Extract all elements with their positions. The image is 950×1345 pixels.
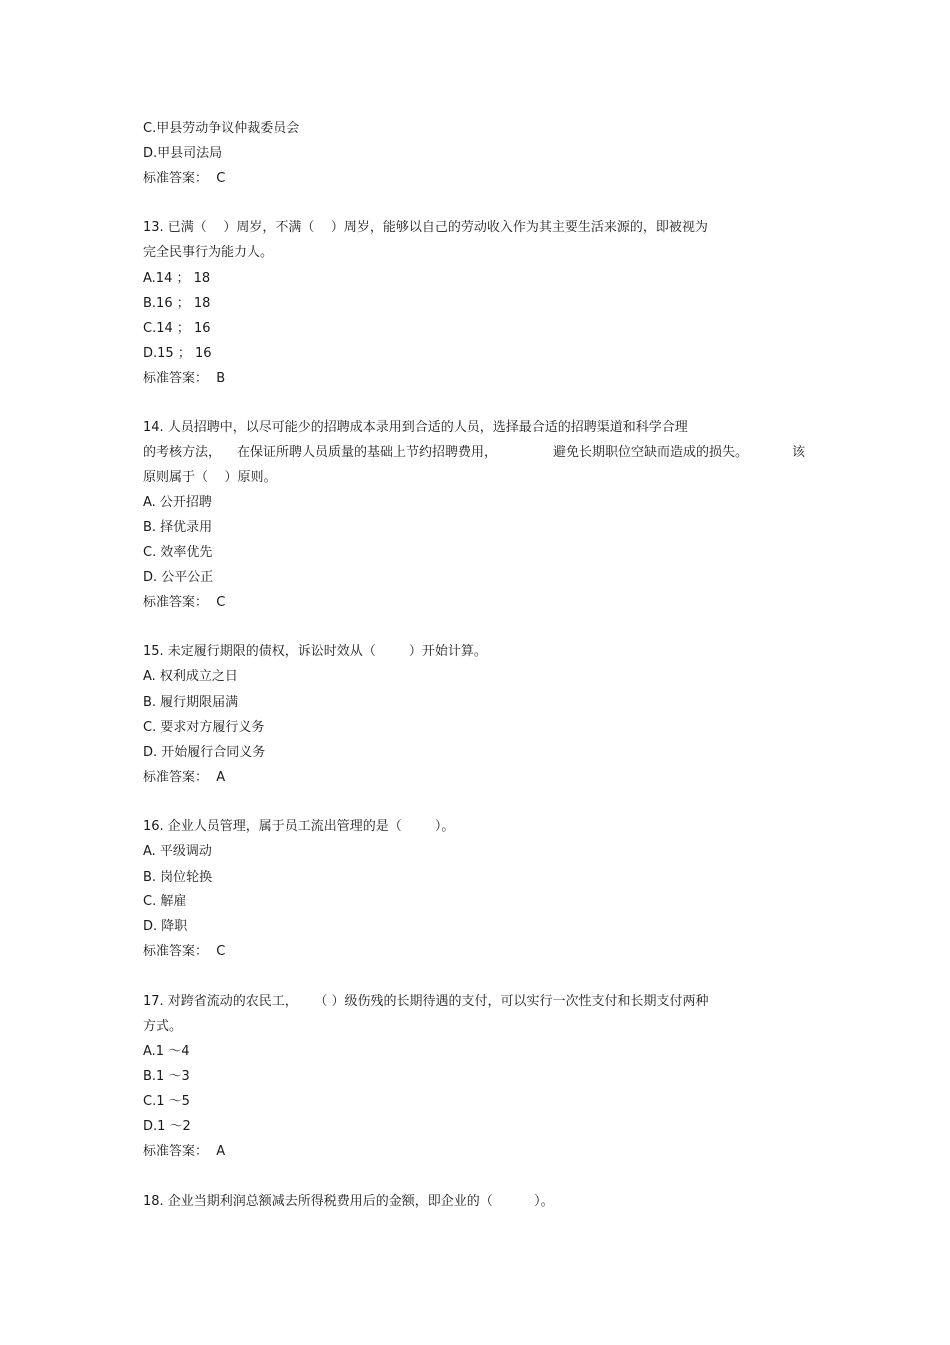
q14-stem-line-1: 14. 人员招聘中，以尽可能少的招聘成本录用到合适的人员，选择最合适的招聘渠道和科学合理 [143, 420, 688, 435]
q13-option-d: D.15 ； 16 [143, 346, 212, 361]
q17-option-d: D.1 ～2 [143, 1119, 191, 1134]
q14-answer: 标准答案： C [143, 595, 226, 610]
q12-option-c: C.甲县劳动争议仲裁委员会 [143, 121, 300, 136]
q15-stem-line-1: 15. 未定履行期限的债权，诉讼时效从（ ）开始计算。 [143, 644, 487, 659]
q16-stem-line-1: 16. 企业人员管理，属于员工流出管理的是（ ）。 [143, 819, 455, 834]
q13-answer: 标准答案： B [143, 371, 226, 386]
q17-option-b: B.1 ～3 [143, 1069, 190, 1084]
q17-option-a: A.1 ～4 [143, 1044, 190, 1059]
q13-option-b: B.16 ； 18 [143, 296, 211, 311]
q14-stem-line-2-part-2: 在保证所聘人员质量的基础上节约招聘费用， [237, 445, 498, 460]
q14-option-b: B. 择优录用 [143, 520, 213, 535]
q14-stem-line-2-part-3: 避免长期职位空缺而造成的损失。 [553, 445, 749, 460]
q13-stem-line-2: 完全民事行为能力人。 [143, 245, 274, 260]
q14-option-a: A. 公开招聘 [143, 495, 212, 510]
q14-stem-line-2-part-1: 的考核方法， [143, 445, 222, 460]
q16-answer: 标准答案： C [143, 944, 226, 959]
q14-stem-line-3: 原则属于（ ）原则。 [143, 470, 277, 485]
q12-answer: 标准答案： C [143, 171, 226, 186]
q17-answer: 标准答案： A [143, 1144, 226, 1159]
q16-option-a: A. 平级调动 [143, 844, 212, 859]
q14-option-c: C. 效率优先 [143, 545, 213, 560]
q17-stem-line-1: 17. 对跨省流动的农民工， （ ）级伤残的长期待遇的支付，可以实行一次性支付和长期支付两种 [143, 994, 709, 1009]
q13-option-c: C.14 ； 16 [143, 321, 211, 336]
q16-option-c: C. 解雇 [143, 894, 187, 909]
q16-option-d: D. 降职 [143, 919, 188, 934]
q17-stem-line-2: 方式。 [143, 1019, 183, 1034]
q15-option-c: C. 要求对方履行义务 [143, 720, 265, 735]
q17-option-c: C.1 ～5 [143, 1094, 190, 1109]
q15-option-d: D. 开始履行合同义务 [143, 745, 266, 760]
q15-option-b: B. 履行期限届满 [143, 695, 239, 710]
q14-option-d: D. 公平公正 [143, 570, 214, 585]
q15-option-a: A. 权利成立之日 [143, 669, 238, 684]
q13-option-a: A.14 ； 18 [143, 271, 211, 286]
q15-answer: 标准答案： A [143, 770, 226, 785]
q16-option-b: B. 岗位轮换 [143, 870, 213, 885]
q18-stem-line-1: 18. 企业当期利润总额减去所得税费用后的金额，即企业的（ ）。 [143, 1194, 554, 1209]
q14-stem-line-2-part-4: 该 [791, 445, 805, 460]
q13-stem-line-1: 13. 已满（ ）周岁，不满（ ）周岁，能够以自己的劳动收入作为其主要生活来源的，即被视为 [143, 220, 708, 235]
q12-option-d: D.甲县司法局 [143, 146, 223, 161]
